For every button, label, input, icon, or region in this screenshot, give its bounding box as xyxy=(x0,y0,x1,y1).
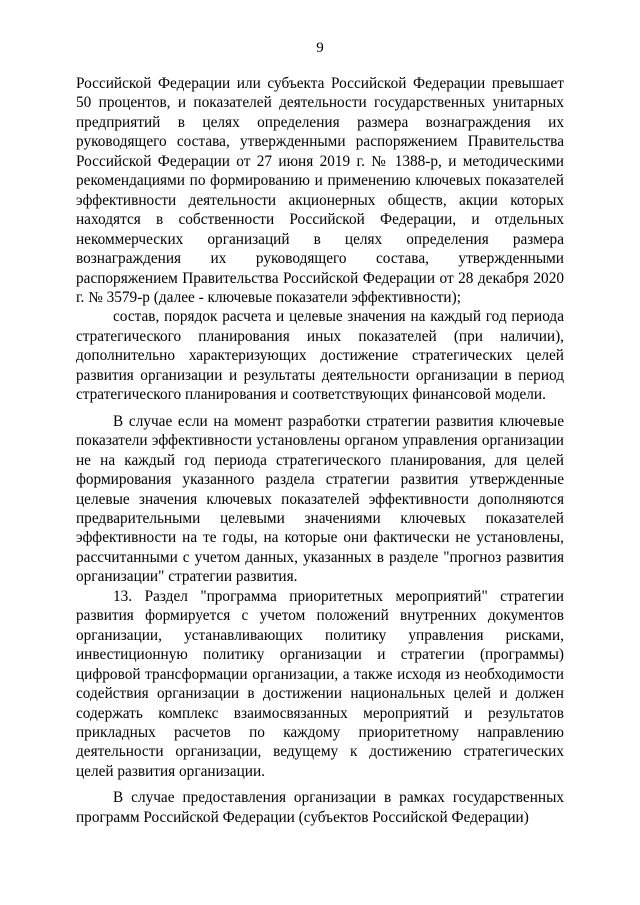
paragraph-kpi-case: В случае если на момент разработки стратегии развития ключевые показатели эффективности установлены органом управления организации не на каждый год периода стратегического планирования, для целей формирования указанного раздела стратегии развития утвержденные целевые значения ключевых показателей эффективности дополняются предварительными целевыми значениями ключевых показателей эффективности на те годы, на которые они фактически не установлены, рассчитанными с учетом данных, указанных в разделе "прогноз развития организации" стратегии развития. xyxy=(76,412,564,586)
paragraph-composition: состав, порядок расчета и целевые значения на каждый год периода стратегического планирования иных показателей (при наличии), дополнительно характеризующих достижение стратегических целей развития организации и результаты деятельности организации в период стратегического планирования и соответствующих финансовой модели. xyxy=(76,308,564,404)
document-body xyxy=(76,74,564,827)
page-number: 9 xyxy=(316,40,324,56)
paragraph-section-13: 13. Раздел "программа приоритетных мероприятий" стратегии развития формируется с учетом положений внутренних документов организации, устанавливающих политику управления рисками, инвестиционную политику организации и стратегии (программы) цифровой трансформации организации, а также исходя из необходимости содействия организации в достижении национальных целей и должен содержать комплекс взаимосвязанных мероприятий и результатов прикладных расчетов по каждому приоритетному направлению деятельности организации, ведущему к достижению стратегических целей развития организации. xyxy=(76,587,564,780)
paragraph-continuation: Российской Федерации или субъекта Российской Федерации превышает 50 процентов, и показателей деятельности государственных унитарных предприятий в целях определения размера вознаграждения их руководящего состава, утвержденными распоряжением Правительства Российской Федерации от 27 июня 2019 г. № 1388-р, и методическими рекомендациями по формированию и применению ключевых показателей эффективности деятельности акционерных обществ, акции которых находятся в собственности Российской Федерации, и отдельных некоммерческих организаций в целях определения размера вознаграждения их руководящего состава, утвержденными распоряжением Правительства Российской Федерации от 28 декабря 2020 г. № 3579-р (далее - ключевые показатели эффективности); xyxy=(76,75,564,306)
paragraph-provision-case: В случае предоставления организации в рамках государственных программ Российской Федерации (субъектов Российской Федерации) xyxy=(76,789,564,826)
